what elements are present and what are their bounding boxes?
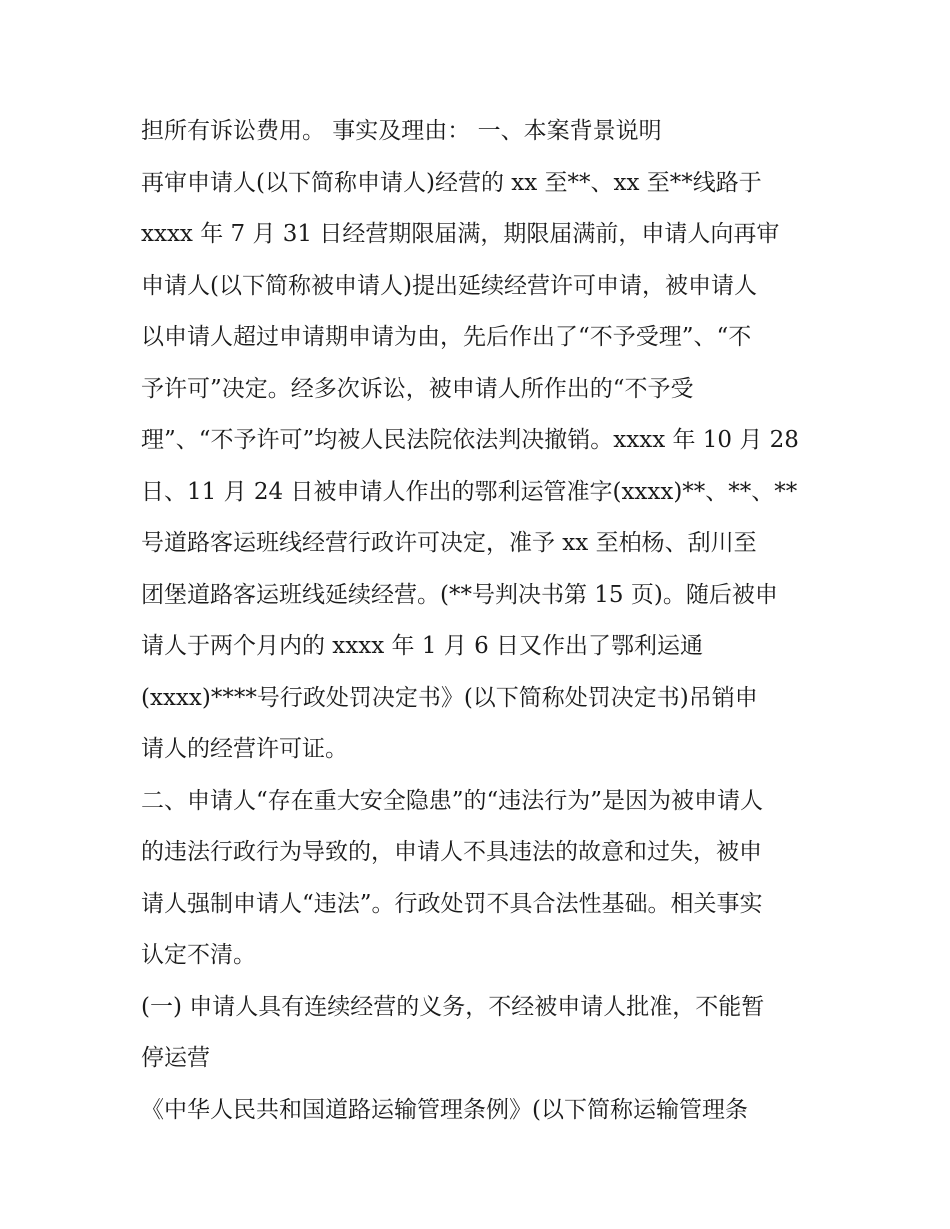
text-line: 日、11 月 24 日被申请人作出的鄂利运管准字(xxxx)**、**、** <box>141 478 798 505</box>
text-line: 号道路客运班线经营行政许可决定，准予 xx 至柏杨、刮川至 <box>141 530 757 556</box>
document-body <box>141 111 821 1141</box>
text-line: 理”、“不予许可”均被人民法院依法判决撤销。xxxx 年 10 月 28 <box>141 427 799 453</box>
text-line: (xxxx)****号行政处罚决定书》(以下简称处罚决定书)吊销申 <box>141 684 758 711</box>
text-line: (一) 申请人具有连续经营的义务，不经被申请人批准，不能暂 <box>141 993 765 1020</box>
text-line: 二、申请人“存在重大安全隐患”的“违法行为”是因为被申请人 <box>141 787 764 814</box>
text-line: 请人于两个月内的 xxxx 年 1 月 6 日又作出了鄂利运通 <box>141 633 704 659</box>
text-line: 申请人(以下简称被申请人)提出延续经营许可申请，被申请人 <box>141 272 757 299</box>
text-line: xxxx 年 7 月 31 日经营期限届满，期限届满前，申请人向再审 <box>141 221 780 247</box>
text-line: 请人强制申请人“违法”。行政处罚不具合法性基础。相关事实 <box>141 890 763 917</box>
text-line: 请人的经营许可证。 <box>141 736 348 762</box>
text-line: 停运营 <box>141 1045 210 1071</box>
text-line: 担所有诉讼费用。 事实及理由： 一、本案背景说明 <box>141 118 662 144</box>
text-line: 予许可”决定。经多次诉讼，被申请人所作出的“不予受 <box>141 375 694 402</box>
text-line: 认定不清。 <box>141 942 256 968</box>
text-line: 以申请人超过申请期申请为由，先后作出了“不予受理”、“不 <box>141 324 752 350</box>
text-line: 《中华人民共和国道路运输管理条例》(以下简称运输管理条 <box>141 1096 748 1123</box>
text-line: 团堡道路客运班线延续经营。(**号判决书第 15 页)。随后被申 <box>141 581 778 608</box>
text-line: 再审申请人(以下简称申请人)经营的 xx 至**、xx 至**线路于 <box>141 169 762 196</box>
text-line: 的违法行政行为导致的，申请人不具违法的故意和过失，被申 <box>141 839 762 865</box>
